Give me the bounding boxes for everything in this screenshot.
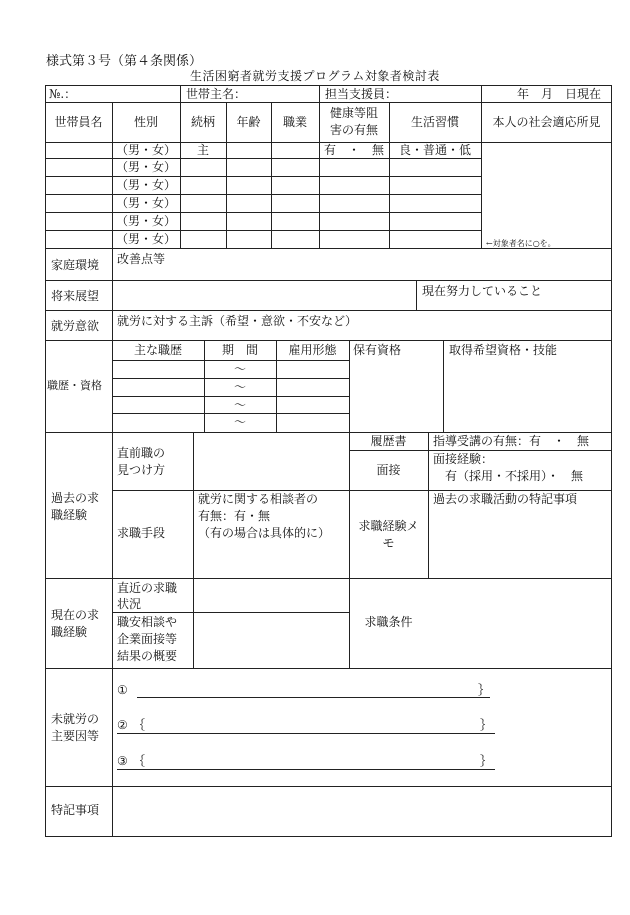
method-label: 求職手段	[117, 526, 166, 540]
col-health-2: 害の有無	[329, 123, 378, 137]
factor-close: ｝	[480, 754, 493, 768]
factor-open: ｛	[133, 718, 146, 732]
conditions-label: 求職条件	[364, 615, 413, 629]
period-header: 期 間	[221, 343, 258, 357]
factor-line	[117, 733, 495, 734]
gender-choice: （男・女）	[115, 214, 176, 228]
desired-qual-header: 取得希望資格・技能	[449, 343, 558, 357]
factor-line	[117, 769, 495, 770]
col-line	[112, 248, 113, 836]
family-env-hint: 改善点等	[117, 252, 166, 266]
col-gender: 性別	[133, 115, 158, 129]
prev-job-1: 直前職の	[117, 446, 166, 460]
col-member-name: 世帯員名	[54, 115, 103, 129]
row-line	[45, 158, 481, 159]
gender-choice: （男・女）	[115, 160, 176, 174]
factor-mark: ②	[117, 718, 128, 732]
consult-3: （有の場合は具体的に）	[198, 526, 331, 540]
summary-3: 結果の概要	[117, 649, 178, 663]
habit-choice: 良・普通・低	[398, 143, 471, 157]
unemployment-label-2: 主要因等	[51, 729, 100, 743]
consult-2: 有無：有・無	[198, 509, 271, 523]
col-line	[180, 85, 181, 102]
interview-result: 有（採用・不採用）・ 無	[445, 469, 584, 483]
col-line	[481, 85, 482, 102]
current-search-label-2: 職経験	[51, 625, 88, 639]
tilde: ～	[233, 415, 246, 429]
col-line	[319, 85, 320, 102]
unemployment-label-1: 未就労の	[51, 712, 100, 726]
career-label: 職歴・資格	[47, 379, 102, 392]
held-qual-header: 保有資格	[353, 343, 402, 357]
work-will-label: 就労意欲	[51, 319, 100, 333]
factor-close: ｝	[478, 683, 491, 697]
special-notes-label: 特記事項	[51, 803, 100, 817]
date-label: 年 月 日現在	[517, 87, 602, 101]
page-title: 生活困窮者就労支援プログラム対象者検討表	[190, 69, 440, 83]
employment-type-header: 雇用形態	[288, 343, 337, 357]
row-line	[45, 786, 612, 787]
col-occupation: 職業	[282, 115, 307, 129]
col-social-findings: 本人の社会適応所見	[492, 115, 601, 129]
row-line	[45, 578, 612, 579]
effort-label: 現在努力していること	[422, 284, 543, 298]
row-line	[45, 230, 481, 231]
interview-label: 面接	[376, 463, 401, 477]
row-line	[45, 176, 481, 177]
main-job-header: 主な職歴	[133, 343, 182, 357]
gender-choice: （男・女）	[115, 143, 176, 157]
current-search-label-1: 現在の求	[51, 608, 100, 622]
tilde: ～	[233, 380, 246, 394]
form-number: 様式第３号（第４条関係）	[46, 54, 203, 69]
factor-line	[137, 697, 490, 698]
future-label: 将来展望	[51, 289, 100, 303]
recent-2: 状況	[117, 597, 142, 611]
past-search-label-1: 過去の求	[51, 491, 100, 505]
prev-job-2: 見つけ方	[117, 463, 166, 477]
col-line	[193, 432, 194, 668]
gender-choice: （男・女）	[115, 178, 176, 192]
staff-label: 担当支援員：	[325, 87, 398, 101]
gender-choice: （男・女）	[115, 232, 176, 246]
summary-2: 企業面接等	[117, 632, 178, 646]
col-line	[349, 340, 350, 432]
factor-mark: ①	[117, 683, 128, 697]
col-relation: 続柄	[190, 115, 215, 129]
memo-1: 求職経験メ	[358, 519, 419, 533]
factor-open: ｛	[133, 754, 146, 768]
work-will-hint: 就労に対する主訴（希望・意欲・不安など）	[117, 314, 358, 328]
row-line	[45, 668, 612, 669]
past-search-label-2: 職経験	[51, 508, 88, 522]
tilde: ～	[233, 398, 246, 412]
relation-head: 主	[197, 143, 210, 157]
consult-1: 就労に関する相談者の	[198, 492, 319, 506]
factor-mark: ③	[117, 754, 128, 768]
no-label: №.：	[49, 87, 77, 101]
row-line	[45, 194, 481, 195]
target-note: ←対象者名に○を。	[486, 239, 556, 248]
col-health-1: 健康等阻	[329, 106, 378, 120]
summary-1: 職安相談や	[117, 615, 178, 629]
past-notes-label: 過去の求職活動の特記事項	[433, 492, 578, 506]
interview-exp-label: 面接経験：	[433, 452, 494, 466]
resume-label: 履歴書	[370, 434, 407, 448]
col-age: 年齢	[236, 115, 261, 129]
householder-label: 世帯主名：	[186, 87, 247, 101]
row-line	[112, 612, 349, 613]
health-choice: 有 ・ 無	[323, 143, 384, 157]
col-habits: 生活習慣	[410, 115, 459, 129]
row-line	[45, 310, 612, 311]
recent-1: 直近の求職	[117, 581, 178, 595]
tilde: ～	[233, 362, 246, 376]
guidance-label: 指導受講の有無：有 ・ 無	[433, 434, 590, 448]
gender-choice: （男・女）	[115, 196, 176, 210]
row-line	[45, 340, 612, 341]
row-line	[45, 102, 612, 103]
col-line	[428, 432, 429, 578]
col-line	[416, 280, 417, 310]
col-line	[443, 340, 444, 432]
factor-close: ｝	[480, 718, 493, 732]
family-env-label: 家庭環境	[51, 258, 100, 272]
row-line	[45, 212, 481, 213]
memo-2: モ	[382, 536, 395, 550]
row-line	[45, 280, 612, 281]
